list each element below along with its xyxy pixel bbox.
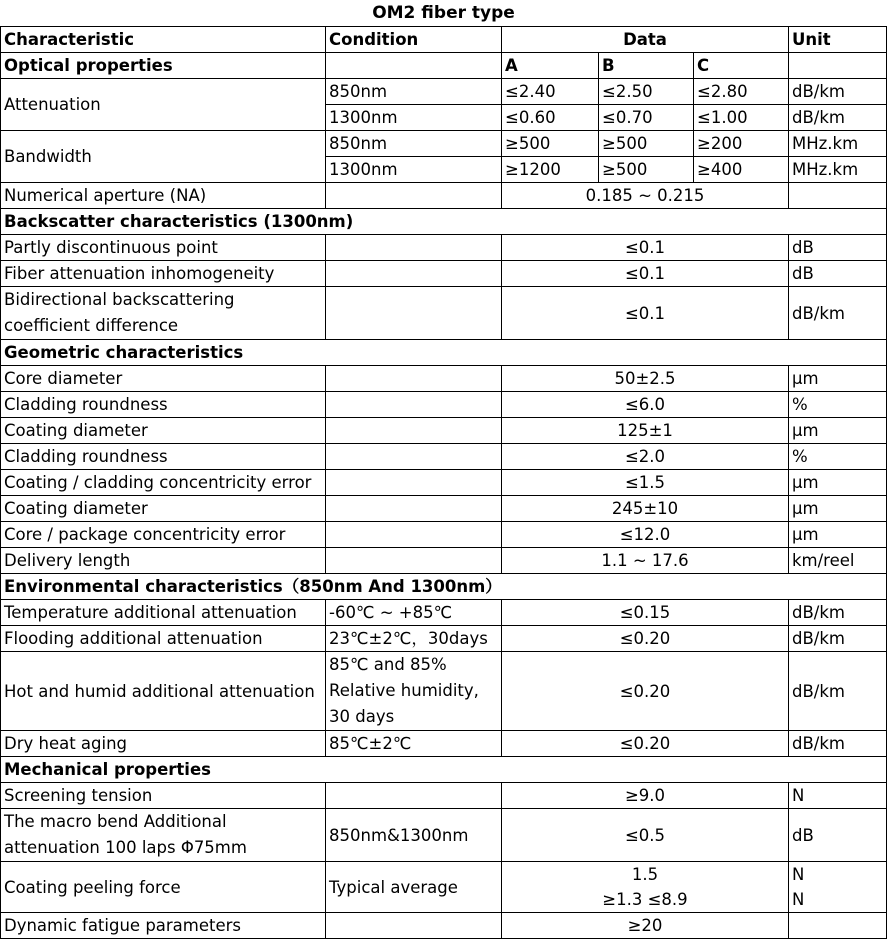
- row-value: ≤6.0: [502, 392, 789, 418]
- row-condition: 850nm: [326, 79, 502, 105]
- table-row: [1, 496, 887, 522]
- section-title: Geometric characteristics: [1, 340, 887, 366]
- row-unit: dB/km: [789, 652, 887, 731]
- row-unit: μm: [789, 470, 887, 496]
- row-unit: dB/km: [789, 626, 887, 652]
- row-value: ≤0.20: [502, 652, 789, 731]
- header-row: [1, 27, 887, 53]
- col-label-b: B: [599, 53, 694, 79]
- row-condition: -60℃ ~ +85℃: [326, 600, 502, 626]
- table-row: [1, 235, 887, 261]
- section-row-backscatter: [1, 209, 887, 235]
- value-c: ≥200: [694, 131, 789, 157]
- table-row: [1, 809, 887, 862]
- row-unit: %: [789, 392, 887, 418]
- row-unit: dB/km: [789, 105, 887, 131]
- row-name: Coating diameter: [1, 418, 326, 444]
- header-characteristic: Characteristic: [1, 27, 326, 53]
- row-value: ≤0.15: [502, 600, 789, 626]
- value-a: ≥500: [502, 131, 599, 157]
- value-a: ≤2.40: [502, 79, 599, 105]
- table-row: [1, 600, 887, 626]
- table-row: [1, 913, 887, 939]
- value-a: ≤0.60: [502, 105, 599, 131]
- row-value: ≤0.1: [502, 235, 789, 261]
- row-name: Cladding roundness: [1, 444, 326, 470]
- row-condition: 1300nm: [326, 157, 502, 183]
- value-b: ≥500: [599, 157, 694, 183]
- row-unit: N: [789, 862, 887, 888]
- row-unit: μm: [789, 418, 887, 444]
- row-value: 1.5: [502, 862, 789, 888]
- row-value: ≥1.3 ≤8.9: [502, 887, 789, 913]
- table-row: [1, 261, 887, 287]
- table-row: [1, 131, 887, 157]
- row-unit: dB/km: [789, 600, 887, 626]
- row-unit: μm: [789, 522, 887, 548]
- section-title: Optical properties: [1, 53, 326, 79]
- table-row: [1, 626, 887, 652]
- fiber-spec-table: [0, 26, 887, 939]
- row-name: Cladding roundness: [1, 392, 326, 418]
- row-name: Fiber attenuation inhomogeneity: [1, 261, 326, 287]
- row-unit: dB: [789, 235, 887, 261]
- row-value: ≤0.5: [502, 809, 789, 862]
- row-condition: 850nm: [326, 131, 502, 157]
- row-condition: 850nm&1300nm: [326, 809, 502, 862]
- row-name: Core / package concentricity error: [1, 522, 326, 548]
- table-row: [1, 366, 887, 392]
- table-row: [1, 444, 887, 470]
- row-value: ≤12.0: [502, 522, 789, 548]
- table-row: [1, 418, 887, 444]
- value-b: ≤2.50: [599, 79, 694, 105]
- value-a: ≥1200: [502, 157, 599, 183]
- row-value: 245±10: [502, 496, 789, 522]
- row-value: ≥9.0: [502, 783, 789, 809]
- col-label-c: C: [694, 53, 789, 79]
- row-condition: 1300nm: [326, 105, 502, 131]
- value-b: ≥500: [599, 131, 694, 157]
- table-row: [1, 652, 887, 731]
- row-value: ≤1.5: [502, 470, 789, 496]
- row-unit: N: [789, 887, 887, 913]
- section-row-environmental: [1, 574, 887, 600]
- row-name: Partly discontinuous point: [1, 235, 326, 261]
- row-name: Screening tension: [1, 783, 326, 809]
- section-title: Environmental characteristics（850nm And 1300nm）: [1, 574, 887, 600]
- row-unit: dB/km: [789, 731, 887, 757]
- header-data: Data: [502, 27, 789, 53]
- row-name: Numerical aperture (NA): [1, 183, 326, 209]
- row-unit: MHz.km: [789, 157, 887, 183]
- row-value: 125±1: [502, 418, 789, 444]
- row-name: Hot and humid additional attenuation: [1, 652, 326, 731]
- row-name: Bidirectional backscattering coefficient difference: [1, 287, 326, 340]
- row-unit: dB/km: [789, 287, 887, 340]
- table-title: OM2 fiber type: [372, 3, 515, 23]
- row-value: ≤0.20: [502, 626, 789, 652]
- row-unit: km/reel: [789, 548, 887, 574]
- row-name: Bandwidth: [1, 131, 326, 183]
- header-unit: Unit: [789, 27, 887, 53]
- table-row: [1, 183, 887, 209]
- row-condition: 85℃±2℃: [326, 731, 502, 757]
- row-value: ≤0.20: [502, 731, 789, 757]
- section-title: Mechanical properties: [1, 757, 887, 783]
- row-value: 1.1 ~ 17.6: [502, 548, 789, 574]
- row-unit: %: [789, 444, 887, 470]
- row-value: 50±2.5: [502, 366, 789, 392]
- row-name: Dry heat aging: [1, 731, 326, 757]
- row-unit: μm: [789, 496, 887, 522]
- row-value: ≤0.1: [502, 261, 789, 287]
- col-label-a: A: [502, 53, 599, 79]
- value-c: ≥400: [694, 157, 789, 183]
- row-name: Coating peeling force: [1, 862, 326, 913]
- table-row: [1, 548, 887, 574]
- row-condition: 85℃ and 85% Relative humidity, 30 days: [326, 652, 502, 731]
- row-name: Dynamic fatigue parameters: [1, 913, 326, 939]
- value-c: ≤1.00: [694, 105, 789, 131]
- row-value: ≤2.0: [502, 444, 789, 470]
- row-name: Flooding additional attenuation: [1, 626, 326, 652]
- row-name: Coating diameter: [1, 496, 326, 522]
- row-value: ≤0.1: [502, 287, 789, 340]
- row-name: The macro bend Additional attenuation 100 laps Φ75mm: [1, 809, 326, 862]
- section-row-optical: [1, 53, 887, 79]
- row-unit: dB: [789, 809, 887, 862]
- value-b: ≤0.70: [599, 105, 694, 131]
- table-row: [1, 862, 887, 888]
- table-row: [1, 470, 887, 496]
- row-unit: dB/km: [789, 79, 887, 105]
- row-name: Attenuation: [1, 79, 326, 131]
- row-value: ≥20: [502, 913, 789, 939]
- row-unit: N: [789, 783, 887, 809]
- row-name: Core diameter: [1, 366, 326, 392]
- table-row: [1, 731, 887, 757]
- row-unit: dB: [789, 261, 887, 287]
- table-row: [1, 783, 887, 809]
- row-condition: Typical average: [326, 862, 502, 913]
- value-c: ≤2.80: [694, 79, 789, 105]
- row-condition: 23℃±2℃，30days: [326, 626, 502, 652]
- row-unit: MHz.km: [789, 131, 887, 157]
- row-unit: μm: [789, 366, 887, 392]
- section-title: Backscatter characteristics (1300nm): [1, 209, 887, 235]
- row-name: Coating / cladding concentricity error: [1, 470, 326, 496]
- table-row: [1, 522, 887, 548]
- row-name: Delivery length: [1, 548, 326, 574]
- section-row-geometric: [1, 340, 887, 366]
- table-row: [1, 79, 887, 105]
- section-row-mechanical: [1, 757, 887, 783]
- row-value: 0.185 ~ 0.215: [502, 183, 789, 209]
- table-row: [1, 287, 887, 340]
- row-name: Temperature additional attenuation: [1, 600, 326, 626]
- table-row: [1, 392, 887, 418]
- header-condition: Condition: [326, 27, 502, 53]
